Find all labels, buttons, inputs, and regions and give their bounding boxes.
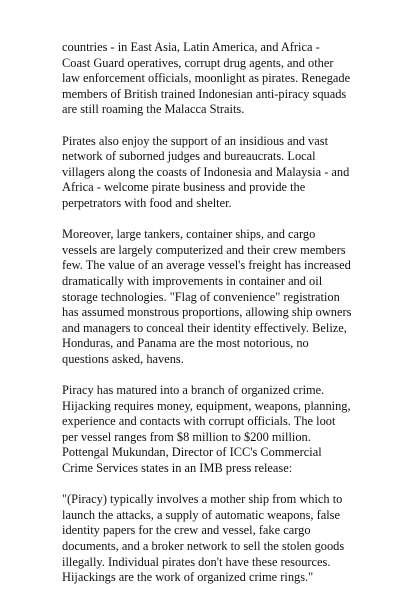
text-line: Pirates also enjoy the support of an insidious and vast <box>62 133 329 148</box>
text-line: law enforcement officials, moonlight as pirates. Renegade <box>62 71 351 86</box>
paragraph-4 <box>62 383 372 477</box>
text-line: storage technologies. "Flag of convenience" registration <box>62 289 340 304</box>
text-line: Pottengal Mukundan, Director of ICC's Commercial <box>62 445 322 460</box>
paragraph-2 <box>62 134 372 212</box>
text-line: Africa - welcome pirate business and provide the <box>62 180 306 195</box>
text-line: countries - in East Asia, Latin America, and Africa - <box>62 40 320 54</box>
text-line: launch the attacks, a supply of automatic weapons, false <box>62 507 341 522</box>
text-line: Honduras, and Panama are the most notorious, no <box>62 336 309 351</box>
text-line: perpetrators with food and shelter. <box>62 195 232 210</box>
text-line: Coast Guard operatives, corrupt drug agents, and other <box>62 55 334 70</box>
text-line: questions asked, havens. <box>62 351 184 366</box>
text-line: Hijacking requires money, equipment, weapons, planning, <box>62 398 351 413</box>
text-line: experience and contacts with corrupt officials. The loot <box>62 414 336 429</box>
text-line: and managers to conceal their identity effectively. Belize, <box>62 320 347 335</box>
text-line: has assumed monstrous proportions, allowing ship owners <box>62 305 352 320</box>
text-line: documents, and a broker network to sell the stolen goods <box>62 539 345 553</box>
paragraph-1 <box>62 40 372 118</box>
text-line: few. The value of an average vessel's freight has increased <box>62 258 351 273</box>
text-line: vessels are largely computerized and their crew members <box>62 242 346 257</box>
text-line: identity papers for the crew and vessel, fake cargo <box>62 523 311 538</box>
text-line: villagers along the coasts of Indonesia and Malaysia - and <box>62 164 350 179</box>
text-line: dramatically with improvements in container and oil <box>62 273 323 288</box>
text-line: Crime Services states in an IMB press release: <box>62 461 293 476</box>
document-body <box>62 40 372 601</box>
text-line: Moreover, large tankers, container ships, and cargo <box>62 227 316 242</box>
text-line: members of British trained Indonesian anti-piracy squads <box>62 86 347 101</box>
text-line: illegally. Individual pirates don't have these resources. <box>62 554 331 569</box>
text-line: Hijackings are the work of organized crime rings." <box>62 570 314 585</box>
paragraph-5 <box>62 492 372 586</box>
text-line: "(Piracy) typically involves a mother ship from which to <box>62 492 343 507</box>
text-line: per vessel ranges from $8 million to $200 million. <box>62 429 311 444</box>
text-line: are still roaming the Malacca Straits. <box>62 102 245 117</box>
text-line: Piracy has matured into a branch of organized crime. <box>62 383 325 398</box>
paragraph-3 <box>62 227 372 367</box>
text-line: network of suborned judges and bureaucrats. Local <box>62 149 316 164</box>
